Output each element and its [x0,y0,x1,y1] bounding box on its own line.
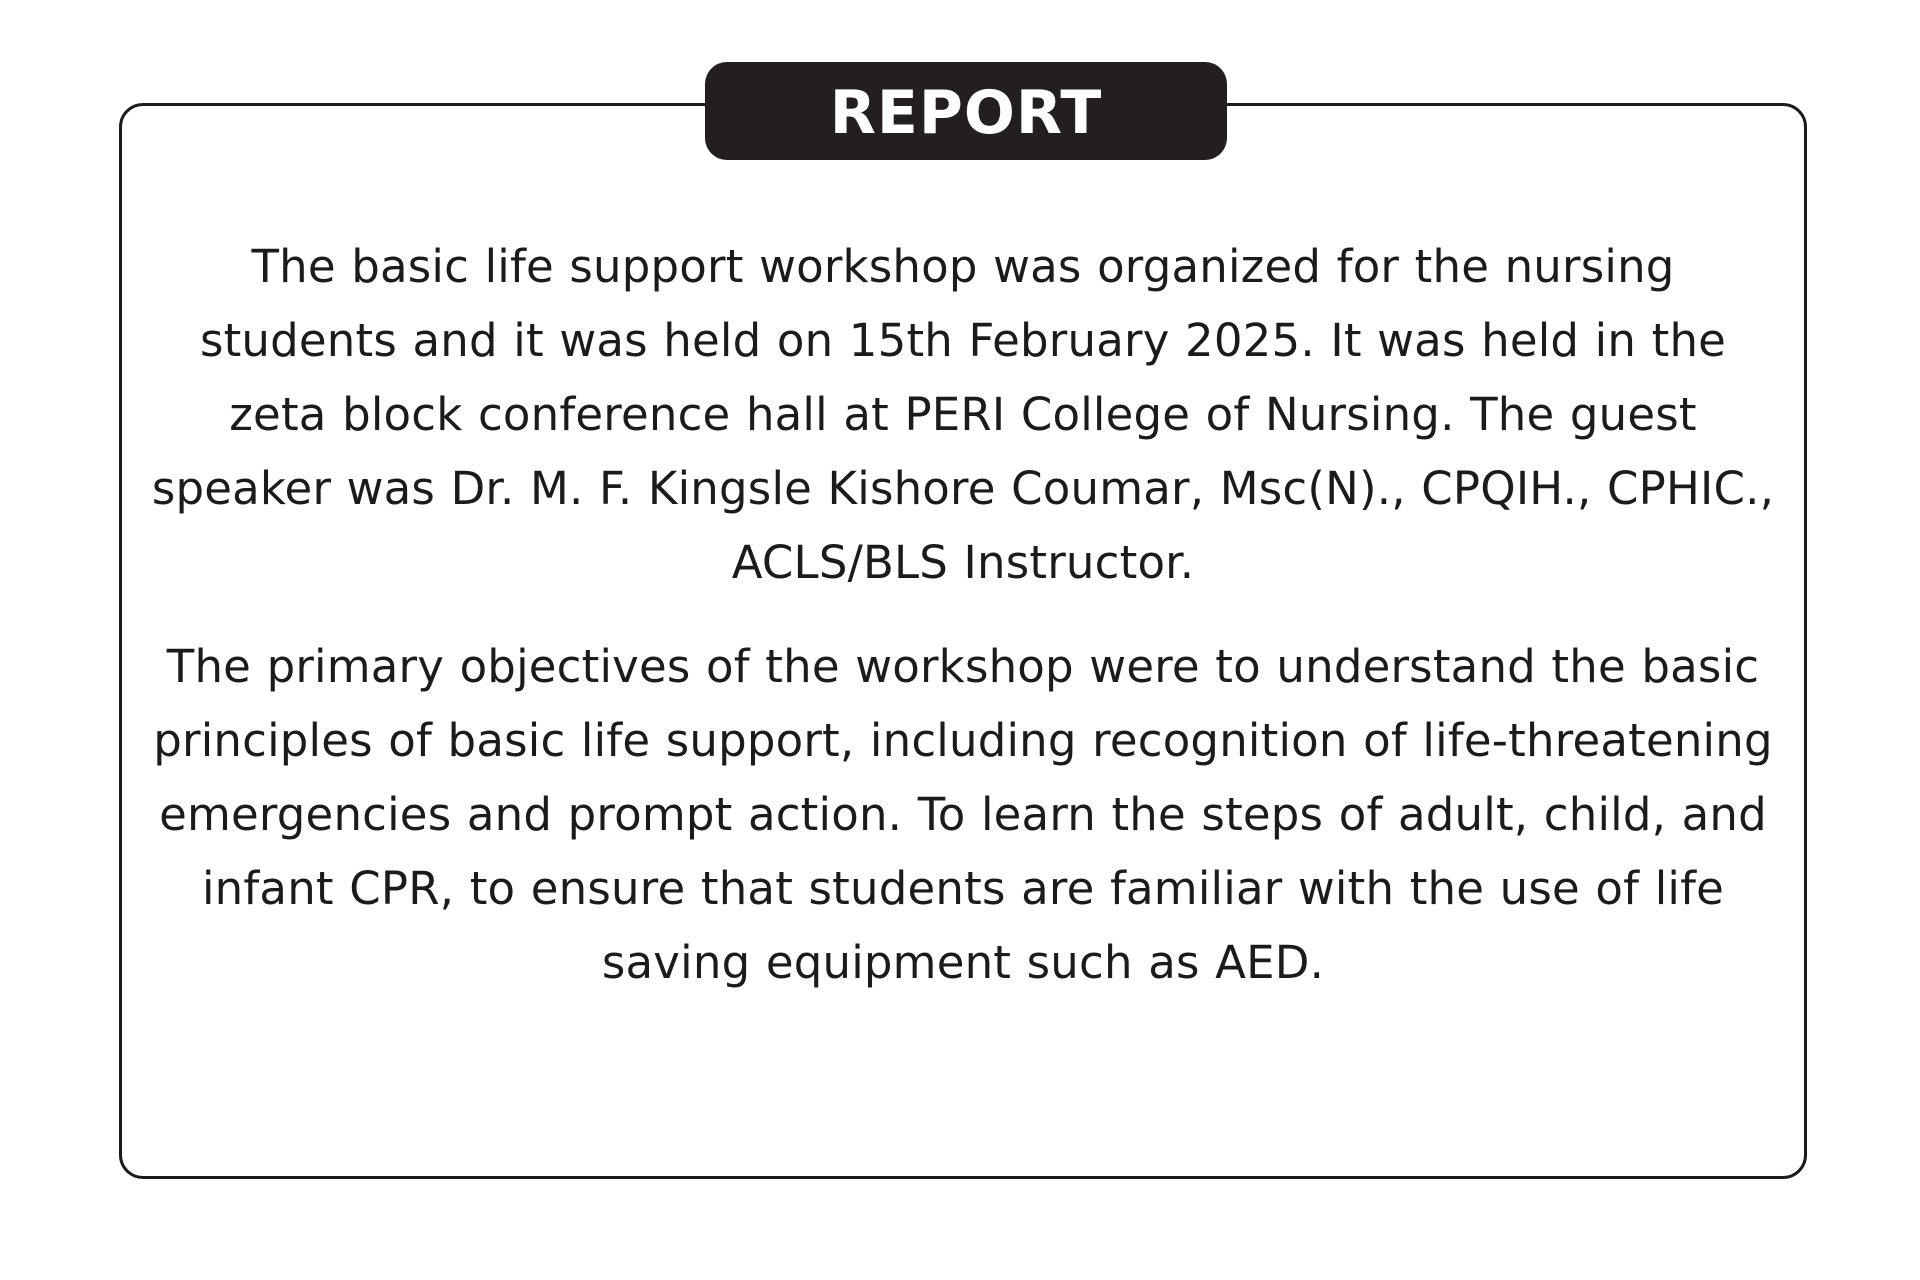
report-paragraph-2: The primary objectives of the workshop were to understand the basic principles of basic life support, including recognition of life-threatening emergencies and prompt action. To learn the steps of adult, child, and infant CPR, to ensure that students are familiar with the use of life saving equipment such as AED. [153,640,1773,989]
report-paragraph-1: The basic life support workshop was organized for the nursing students and it was held on 15th February 2025. It was held in the zeta block conference hall at PERI College of Nursing. The guest speaker was Dr. M. F. Kingsle Kishore Coumar, Msc(N)., CPQIH., CPHIC., ACLS/BLS Instructor. [151,240,1775,589]
report-title-tab [705,62,1227,160]
report-body [150,230,1776,1000]
report-title: REPORT [829,78,1103,148]
